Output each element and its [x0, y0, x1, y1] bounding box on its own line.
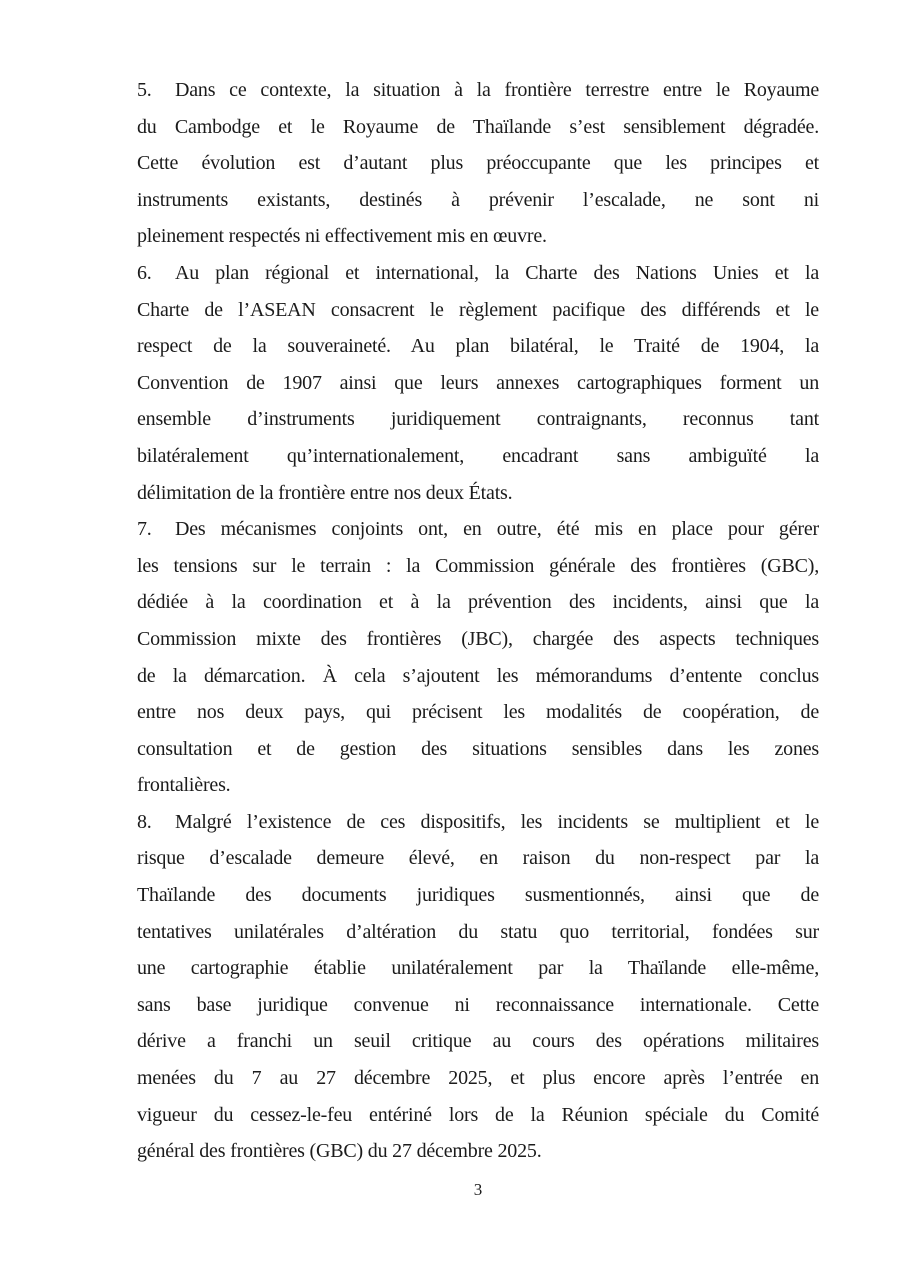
text-line: sans base juridique convenue ni reconnaissance internationale. Cette: [137, 993, 819, 1016]
text-line: du Cambodge et le Royaume de Thaïlande s’est sensiblement dégradée.: [137, 115, 819, 138]
text-line: dédiée à la coordination et à la prévention des incidents, ainsi que la: [137, 591, 819, 614]
text-line: bilatéralement qu’internationalement, encadrant sans ambiguïté la: [137, 444, 819, 467]
text-line: respect de la souveraineté. Au plan bilatéral, le Traité de 1904, la: [137, 335, 819, 358]
text-line: une cartographie établie unilatéralement par la Thaïlande elle-même,: [137, 957, 819, 980]
paragraph-number: 6.: [137, 261, 152, 284]
paragraph-number: 5.: [137, 79, 152, 101]
paragraph-number: 8.: [137, 810, 152, 833]
text-line: Convention de 1907 ainsi que leurs annexes cartographiques forment un: [137, 371, 819, 394]
text-line: tentatives unilatérales d’altération du statu quo territorial, fondées sur: [137, 920, 819, 943]
text-line: 5. Dans ce contexte, la situation à la frontière terrestre entre le Royaume: [137, 72, 819, 109]
text-line: pleinement respectés ni effectivement mis en œuvre.: [137, 225, 547, 248]
paragraph-number: 7.: [137, 518, 152, 541]
text-line: 8. Malgré l’existence de ces dispositifs, les incidents se multiplient et le: [137, 804, 819, 841]
text-line: Commission mixte des frontières (JBC), chargée des aspects techniques: [137, 627, 819, 650]
text-line: Charte de l’ASEAN consacrent le règlement pacifique des différends et le: [137, 298, 819, 321]
text-line: frontalières.: [137, 774, 231, 797]
text-line: ensemble d’instruments juridiquement contraignants, reconnus tant: [137, 408, 819, 431]
text-line: menées du 7 au 27 décembre 2025, et plus encore après l’entrée en: [137, 1067, 819, 1090]
text-line: entre nos deux pays, qui précisent les modalités de coopération, de: [137, 701, 819, 724]
text-line: les tensions sur le terrain : la Commission générale des frontières (GBC),: [137, 554, 819, 577]
text-line: délimitation de la frontière entre nos deux États.: [137, 481, 513, 504]
document-body: [137, 72, 819, 1170]
text-line: risque d’escalade demeure élevé, en raison du non-respect par la: [137, 847, 819, 870]
text-line: vigueur du cessez-le-feu entériné lors de la Réunion spéciale du Comité: [137, 1103, 819, 1126]
text-line: instruments existants, destinés à prévenir l’escalade, ne sont ni: [137, 188, 819, 211]
page-number: 3: [473, 1180, 483, 1199]
text-line: 7. Des mécanismes conjoints ont, en outre, été mis en place pour gérer: [137, 511, 819, 548]
text-line: Cette évolution est d’autant plus préoccupante que les principes et: [137, 152, 819, 175]
text-line: dérive a franchi un seuil critique au cours des opérations militaires: [137, 1030, 819, 1053]
text-line: Thaïlande des documents juridiques susmentionnés, ainsi que de: [137, 884, 819, 907]
text-line: de la démarcation. À cela s’ajoutent les mémorandums d’entente conclus: [137, 664, 819, 687]
text-line: 6. Au plan régional et international, la Charte des Nations Unies et la: [137, 255, 819, 292]
text-line: général des frontières (GBC) du 27 décembre 2025.: [137, 1140, 542, 1163]
text-line: consultation et de gestion des situations sensibles dans les zones: [137, 737, 819, 760]
